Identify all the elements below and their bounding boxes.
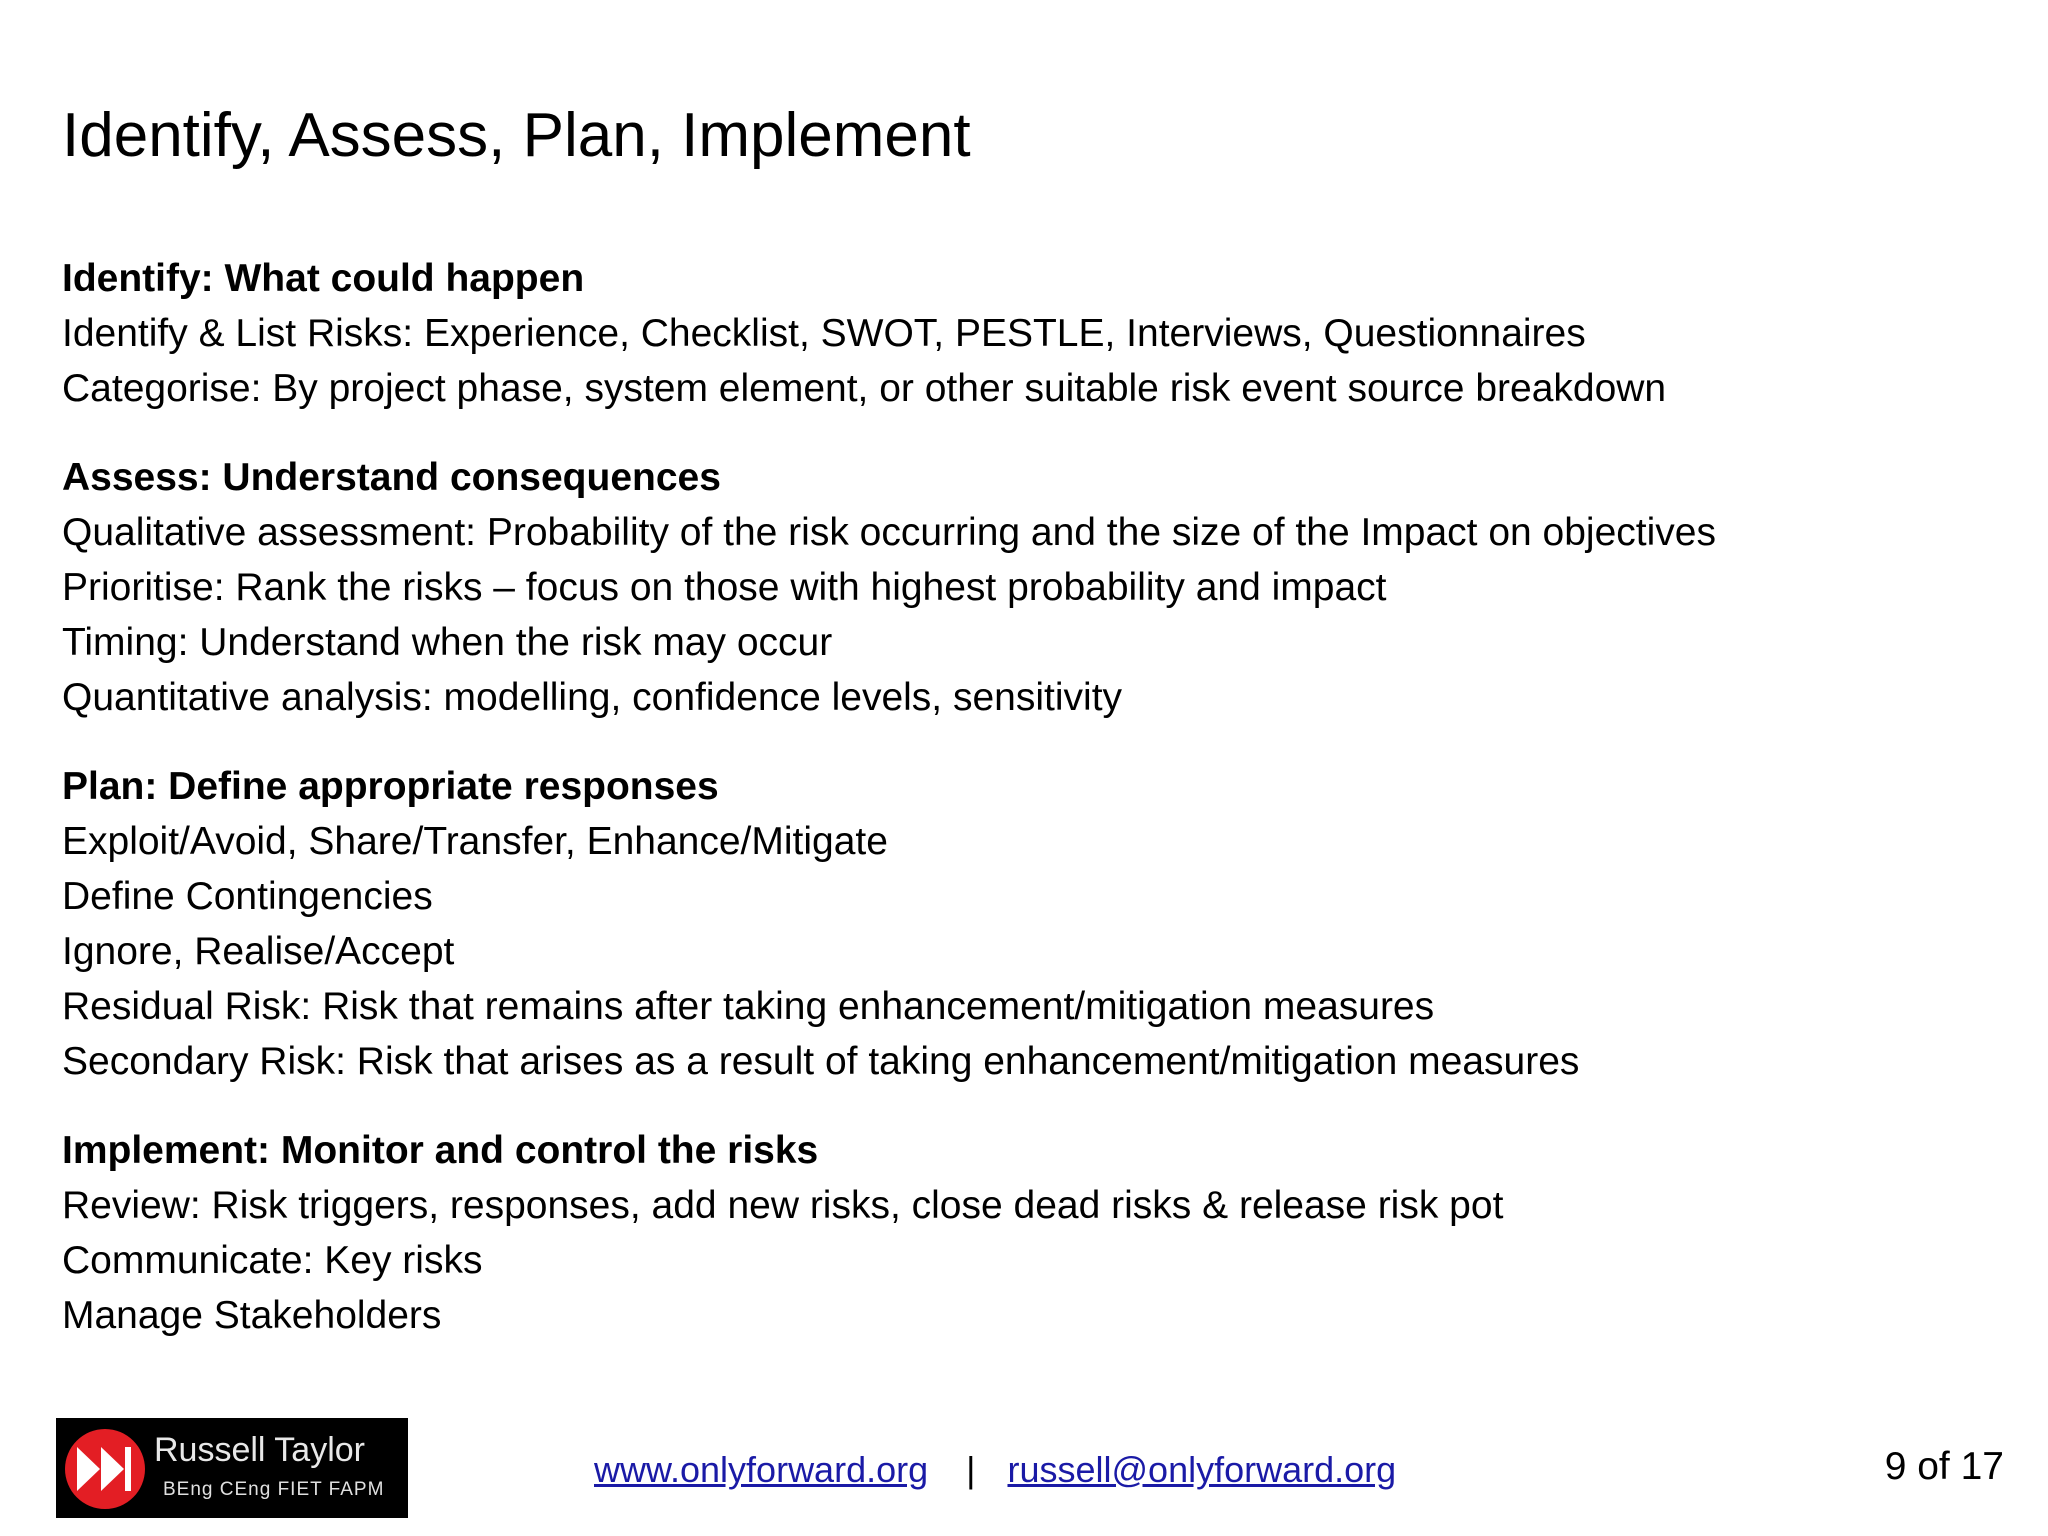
section-heading: Assess: Understand consequences bbox=[62, 456, 721, 499]
page-number: 9 of 17 bbox=[1884, 1445, 2004, 1488]
website-link[interactable]: www.onlyforward.org bbox=[594, 1449, 929, 1490]
section-line: Define Contingencies bbox=[62, 875, 433, 918]
section-line: Ignore, Realise/Accept bbox=[62, 930, 455, 973]
slide-title: Identify, Assess, Plan, Implement bbox=[62, 101, 971, 170]
logo-name: Russell Taylor bbox=[154, 1431, 366, 1469]
section-line: Review: Risk triggers, responses, add new risks, close dead risks & release risk pot bbox=[62, 1184, 1504, 1227]
section-heading: Implement: Monitor and control the risks bbox=[62, 1129, 819, 1172]
fast-forward-icon bbox=[64, 1428, 146, 1510]
section-line: Quantitative analysis: modelling, confidence levels, sensitivity bbox=[62, 676, 1123, 719]
section-line: Residual Risk: Risk that remains after taking enhancement/mitigation measures bbox=[62, 985, 1435, 1028]
footer-separator: | bbox=[966, 1449, 976, 1490]
footer-links bbox=[594, 1448, 1396, 1492]
section-plan bbox=[62, 759, 2002, 1089]
section-line: Manage Stakeholders bbox=[62, 1294, 442, 1337]
section-implement bbox=[62, 1123, 2002, 1343]
section-assess bbox=[62, 450, 2002, 725]
section-heading: Plan: Define appropriate responses bbox=[62, 765, 719, 808]
section-line: Communicate: Key risks bbox=[62, 1239, 483, 1282]
email-link[interactable]: russell@onlyforward.org bbox=[1007, 1449, 1397, 1490]
section-heading: Identify: What could happen bbox=[62, 257, 585, 300]
footer-logo bbox=[56, 1418, 408, 1518]
section-line: Qualitative assessment: Probability of the risk occurring and the size of the Impact on objectives bbox=[62, 511, 1716, 554]
logo-qualifications: BEng CEng FIET FAPM bbox=[163, 1479, 385, 1500]
section-identify bbox=[62, 251, 2002, 416]
section-line: Timing: Understand when the risk may occur bbox=[62, 621, 833, 664]
section-line: Exploit/Avoid, Share/Transfer, Enhance/Mitigate bbox=[62, 820, 888, 863]
section-line: Secondary Risk: Risk that arises as a result of taking enhancement/mitigation measures bbox=[62, 1040, 1580, 1083]
section-line: Identify & List Risks: Experience, Checklist, SWOT, PESTLE, Interviews, Questionnaires bbox=[62, 312, 1586, 355]
section-line: Categorise: By project phase, system element, or other suitable risk event source breakdown bbox=[62, 367, 1667, 410]
slide-content bbox=[62, 251, 2002, 1377]
section-line: Prioritise: Rank the risks – focus on those with highest probability and impact bbox=[62, 566, 1387, 609]
